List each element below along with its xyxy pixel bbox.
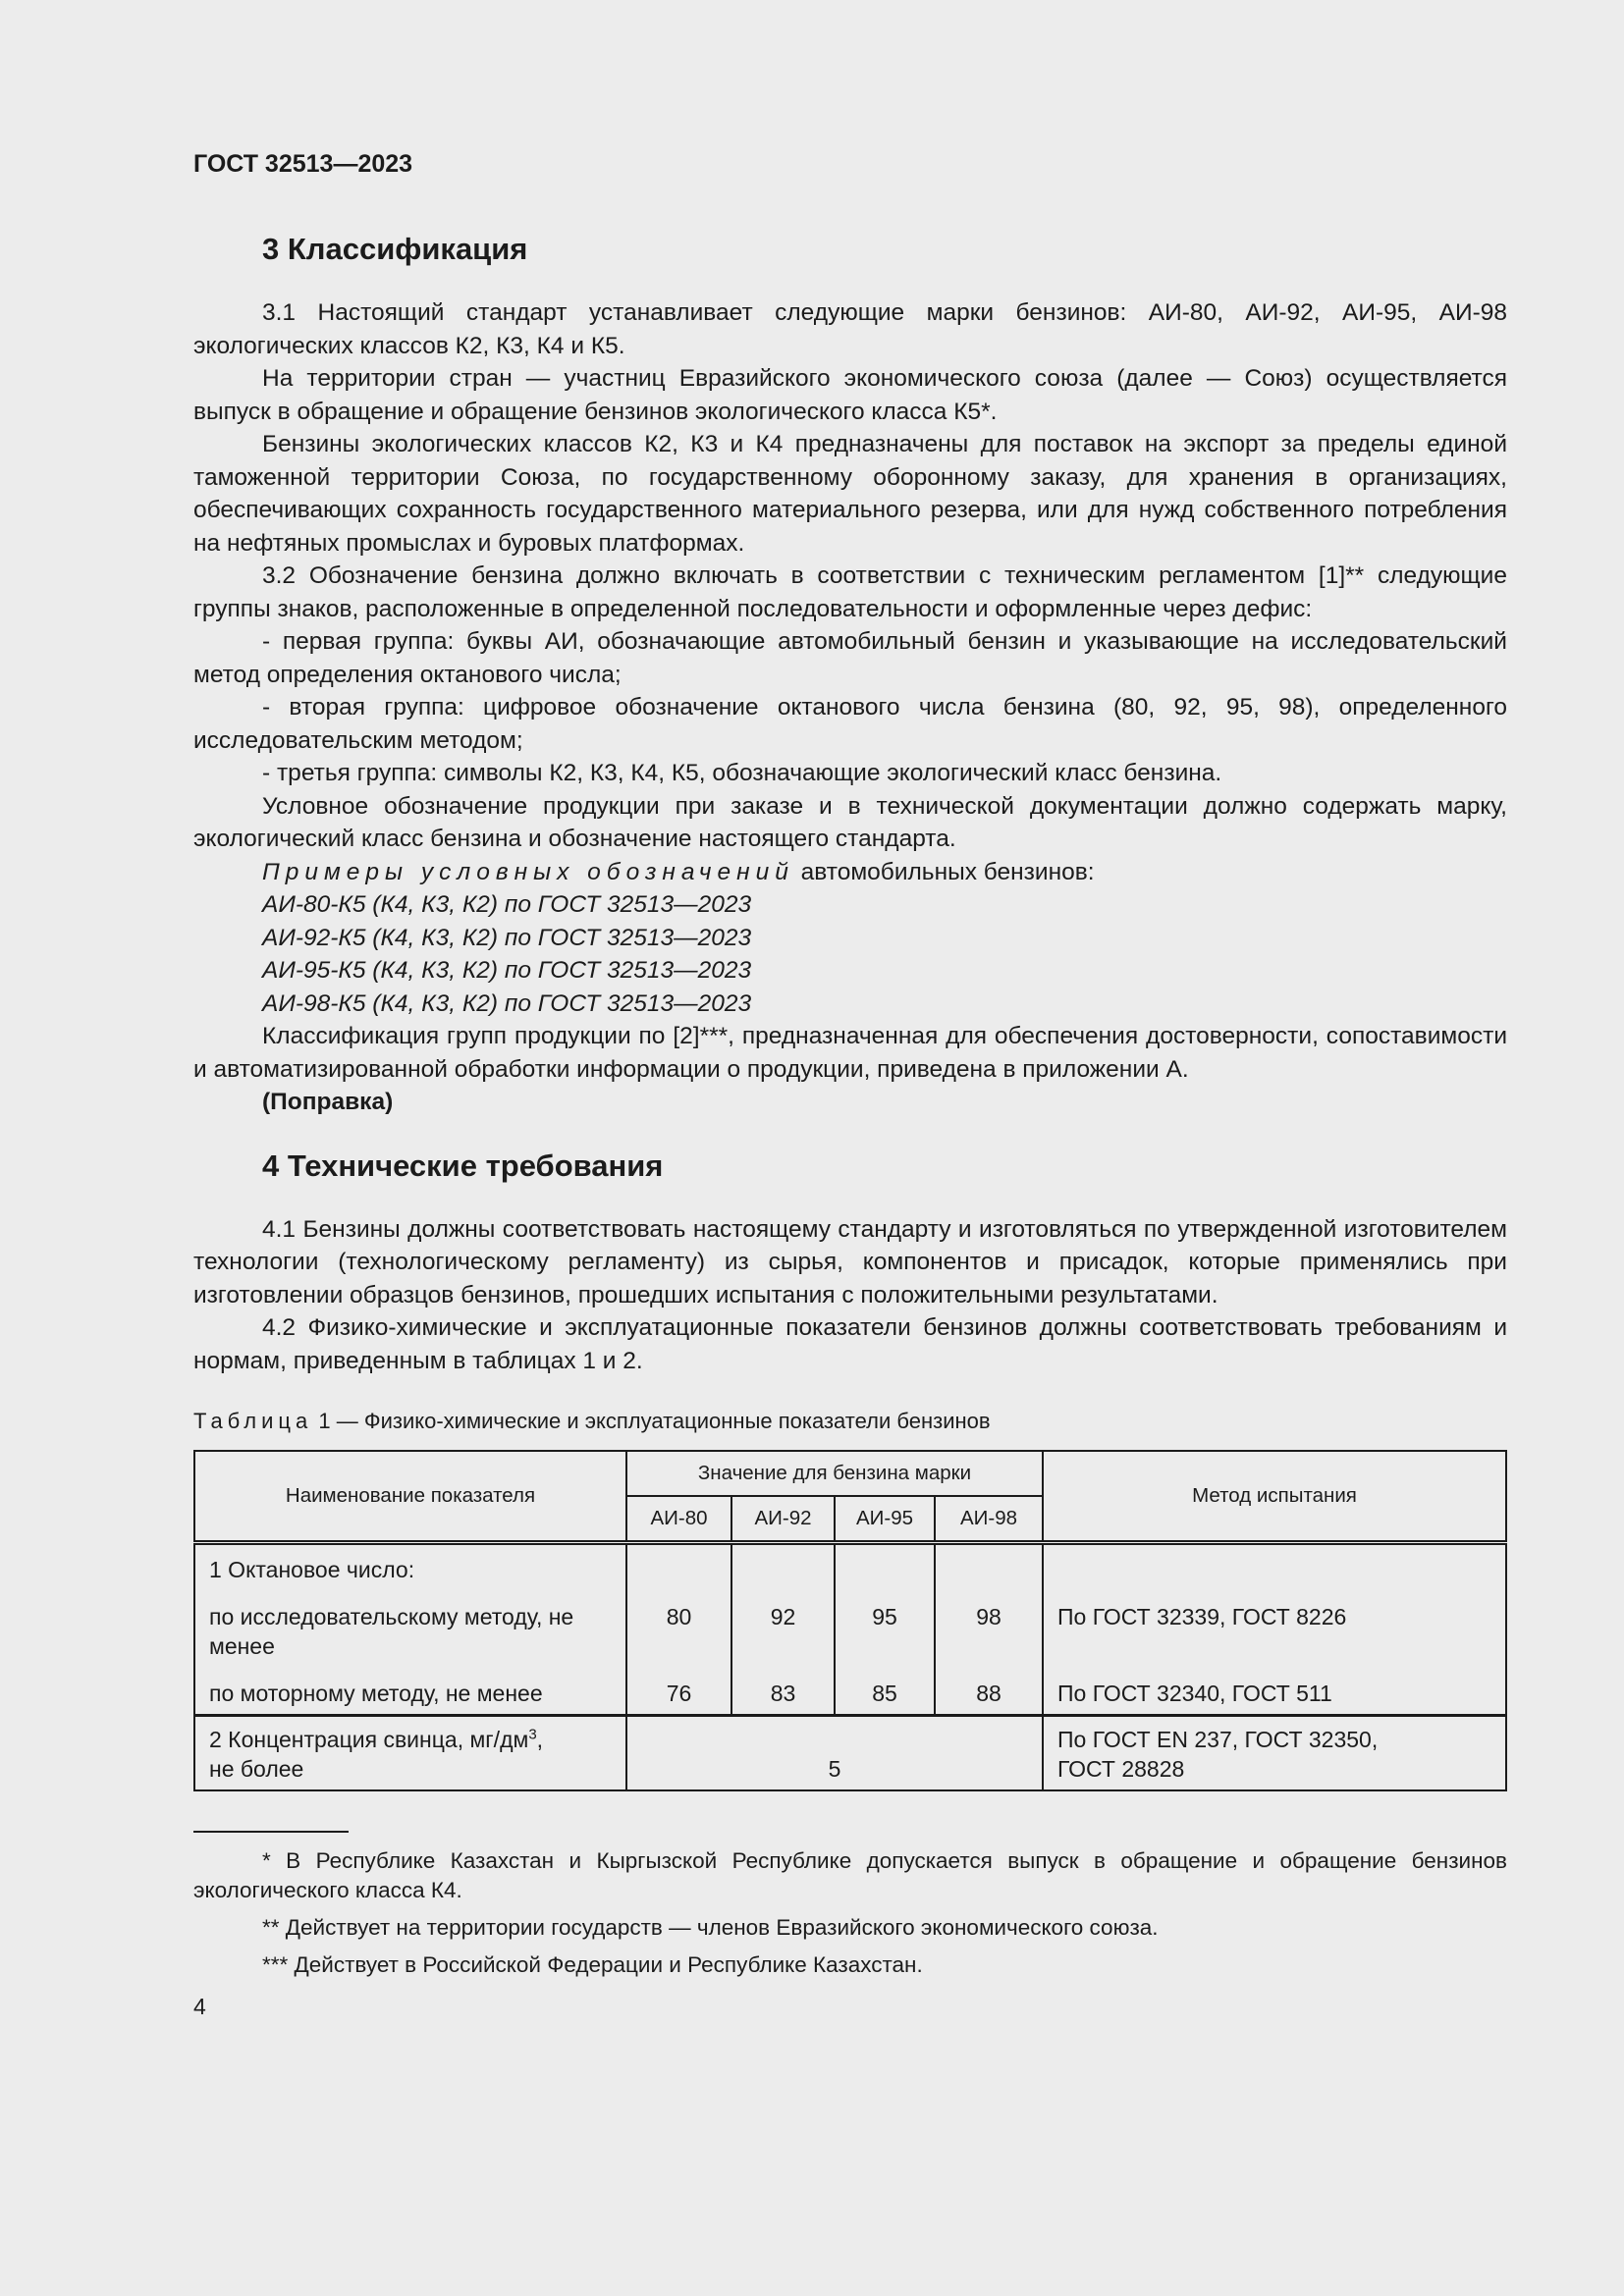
cell-value: 98 (976, 1604, 1001, 1629)
examples-lead: Примеры условных обозначений (262, 858, 794, 885)
table-row (194, 1716, 1506, 1791)
row-label-sup: 3 (528, 1726, 537, 1743)
list-item: - первая группа: буквы АИ, обозначающие автомобильный бензин и указывающие на исследовательский метод определения октанового числа; (193, 628, 1507, 688)
example-item: АИ-92-К5 (К4, К3, К2) по ГОСТ 32513—2023 (262, 924, 752, 951)
cell-value: 83 (770, 1681, 796, 1706)
example-item: АИ-98-К5 (К4, К3, К2) по ГОСТ 32513—2023 (262, 989, 752, 1017)
page-number: 4 (193, 1994, 206, 2019)
cell-value: 80 (666, 1604, 692, 1629)
paragraph-4-2: 4.2 Физико-химические и эксплуатационные показатели бензинов должны соответствовать требованиям и нормам, приведенным в таблицах 1 и 2. (193, 1314, 1507, 1374)
document-page (193, 145, 1507, 2020)
paragraph-classification: Классификация групп продукции по [2]***, предназначенная для обеспечения достоверности, сопоставимости и автоматизированной обработки информации о продукции, приведена в приложении А. (193, 1023, 1507, 1083)
cell-value: 92 (770, 1604, 796, 1629)
paragraph-3-2: 3.2 Обозначение бензина должно включать в соответствии с техническим регламентом [1]** следующие группы знаков, расположенные в определенной последовательности и оформленные через дефис: (193, 562, 1507, 622)
footnote: * В Республике Казахстан и Кыргызской Республике допускается выпуск в обращение и обращение бензинов экологического класса К4. (193, 1848, 1507, 1902)
paragraph-4-1: 4.1 Бензины должны соответствовать настоящему стандарту и изготовляться по утвержденной изготовителем технологии (технологическому регламенту) из сырья, компонентов и присадок, которые применялись при изготовлении образцов бензинов, прошедших испытания с положительными результатами. (193, 1215, 1507, 1308)
paragraph-designation: Условное обозначение продукции при заказе и в технической документации должно содержать марку, экологический класс бензина и обозначение настоящего стандарта. (193, 792, 1507, 852)
examples-tail: автомобильных бензинов: (793, 858, 1095, 885)
amendment-note: (Поправка) (262, 1089, 394, 1115)
section-3-title: 3 Классификация (262, 232, 528, 266)
table-1 (193, 1450, 1507, 1791)
header-grade: АИ-95 (835, 1496, 935, 1543)
cell-method: По ГОСТ 32340, ГОСТ 511 (1057, 1681, 1332, 1706)
section-4-title: 4 Технические требования (262, 1148, 664, 1183)
cell-value: 85 (872, 1681, 897, 1706)
list-item: - третья группа: символы К2, К3, К4, К5, обозначающие экологический класс бензина. (262, 760, 1222, 786)
footnote: *** Действует в Российской Федерации и Республике Казахстан. (262, 1952, 923, 1977)
row-label-cont: не более (209, 1756, 304, 1782)
row-label-comma: , (536, 1727, 544, 1752)
example-item: АИ-80-К5 (К4, К3, К2) по ГОСТ 32513—2023 (262, 891, 752, 918)
paragraph-3-1: 3.1 Настоящий стандарт устанавливает следующие марки бензинов: АИ-80, АИ-92, АИ-95, АИ-98 экологических классов К2, К3, К4 и К5. (193, 299, 1507, 359)
cell-value: 95 (872, 1604, 897, 1629)
table-row (194, 1543, 1506, 1716)
table-caption (193, 1407, 1507, 1436)
paragraph-union: На территории стран — участниц Евразийского экономического союза (далее — Союз) осуществляется выпуск в обращение и обращение бензинов экологического класса К5*. (193, 365, 1507, 425)
example-item: АИ-95-К5 (К4, К3, К2) по ГОСТ 32513—2023 (262, 957, 752, 984)
row-label: по моторному методу, не менее (209, 1681, 543, 1706)
cell-method: По ГОСТ EN 237, ГОСТ 32350, (1057, 1727, 1379, 1752)
cell-method: По ГОСТ 32339, ГОСТ 8226 (1057, 1604, 1347, 1629)
cell-method-cont: ГОСТ 28828 (1057, 1756, 1185, 1782)
document-code: ГОСТ 32513—2023 (193, 150, 413, 178)
table-caption-text: 1 — Физико-химические и эксплуатационные показатели бензинов (312, 1409, 991, 1433)
header-grade: АИ-98 (935, 1496, 1043, 1543)
paragraph-export: Бензины экологических классов К2, К3 и К4 предназначены для поставок на экспорт за пределы единой таможенной территории Союза, по государственному оборонному заказу, для хранения в организациях, обеспечивающих сохранность государственного материального резерва, или для нужд собственного потребления на нефтяных промыслах и буровых платформах. (193, 431, 1507, 557)
footnote: ** Действует на территории государств — членов Евразийского экономического союза. (262, 1915, 1159, 1940)
header-grade: АИ-92 (731, 1496, 835, 1543)
row-label: 2 Концентрация свинца, мг/дм (209, 1727, 529, 1752)
header-grade-group: Значение для бензина марки (626, 1451, 1043, 1496)
footnote-divider (193, 1831, 349, 1833)
header-grade: АИ-80 (626, 1496, 731, 1543)
header-name: Наименование показателя (194, 1451, 626, 1543)
table-caption-word: Таблица (193, 1409, 313, 1433)
cell-value: 76 (666, 1681, 692, 1706)
header-method: Метод испытания (1043, 1451, 1506, 1543)
row-label: по исследовательскому методу, не менее (209, 1604, 574, 1659)
row-title: 1 Октановое число: (209, 1557, 415, 1582)
cell-value: 5 (626, 1716, 1043, 1791)
list-item: - вторая группа: цифровое обозначение октанового числа бензина (80, 92, 95, 98), определенного исследовательским методом; (193, 694, 1507, 754)
cell-value: 88 (976, 1681, 1001, 1706)
examples-intro (193, 856, 1507, 889)
